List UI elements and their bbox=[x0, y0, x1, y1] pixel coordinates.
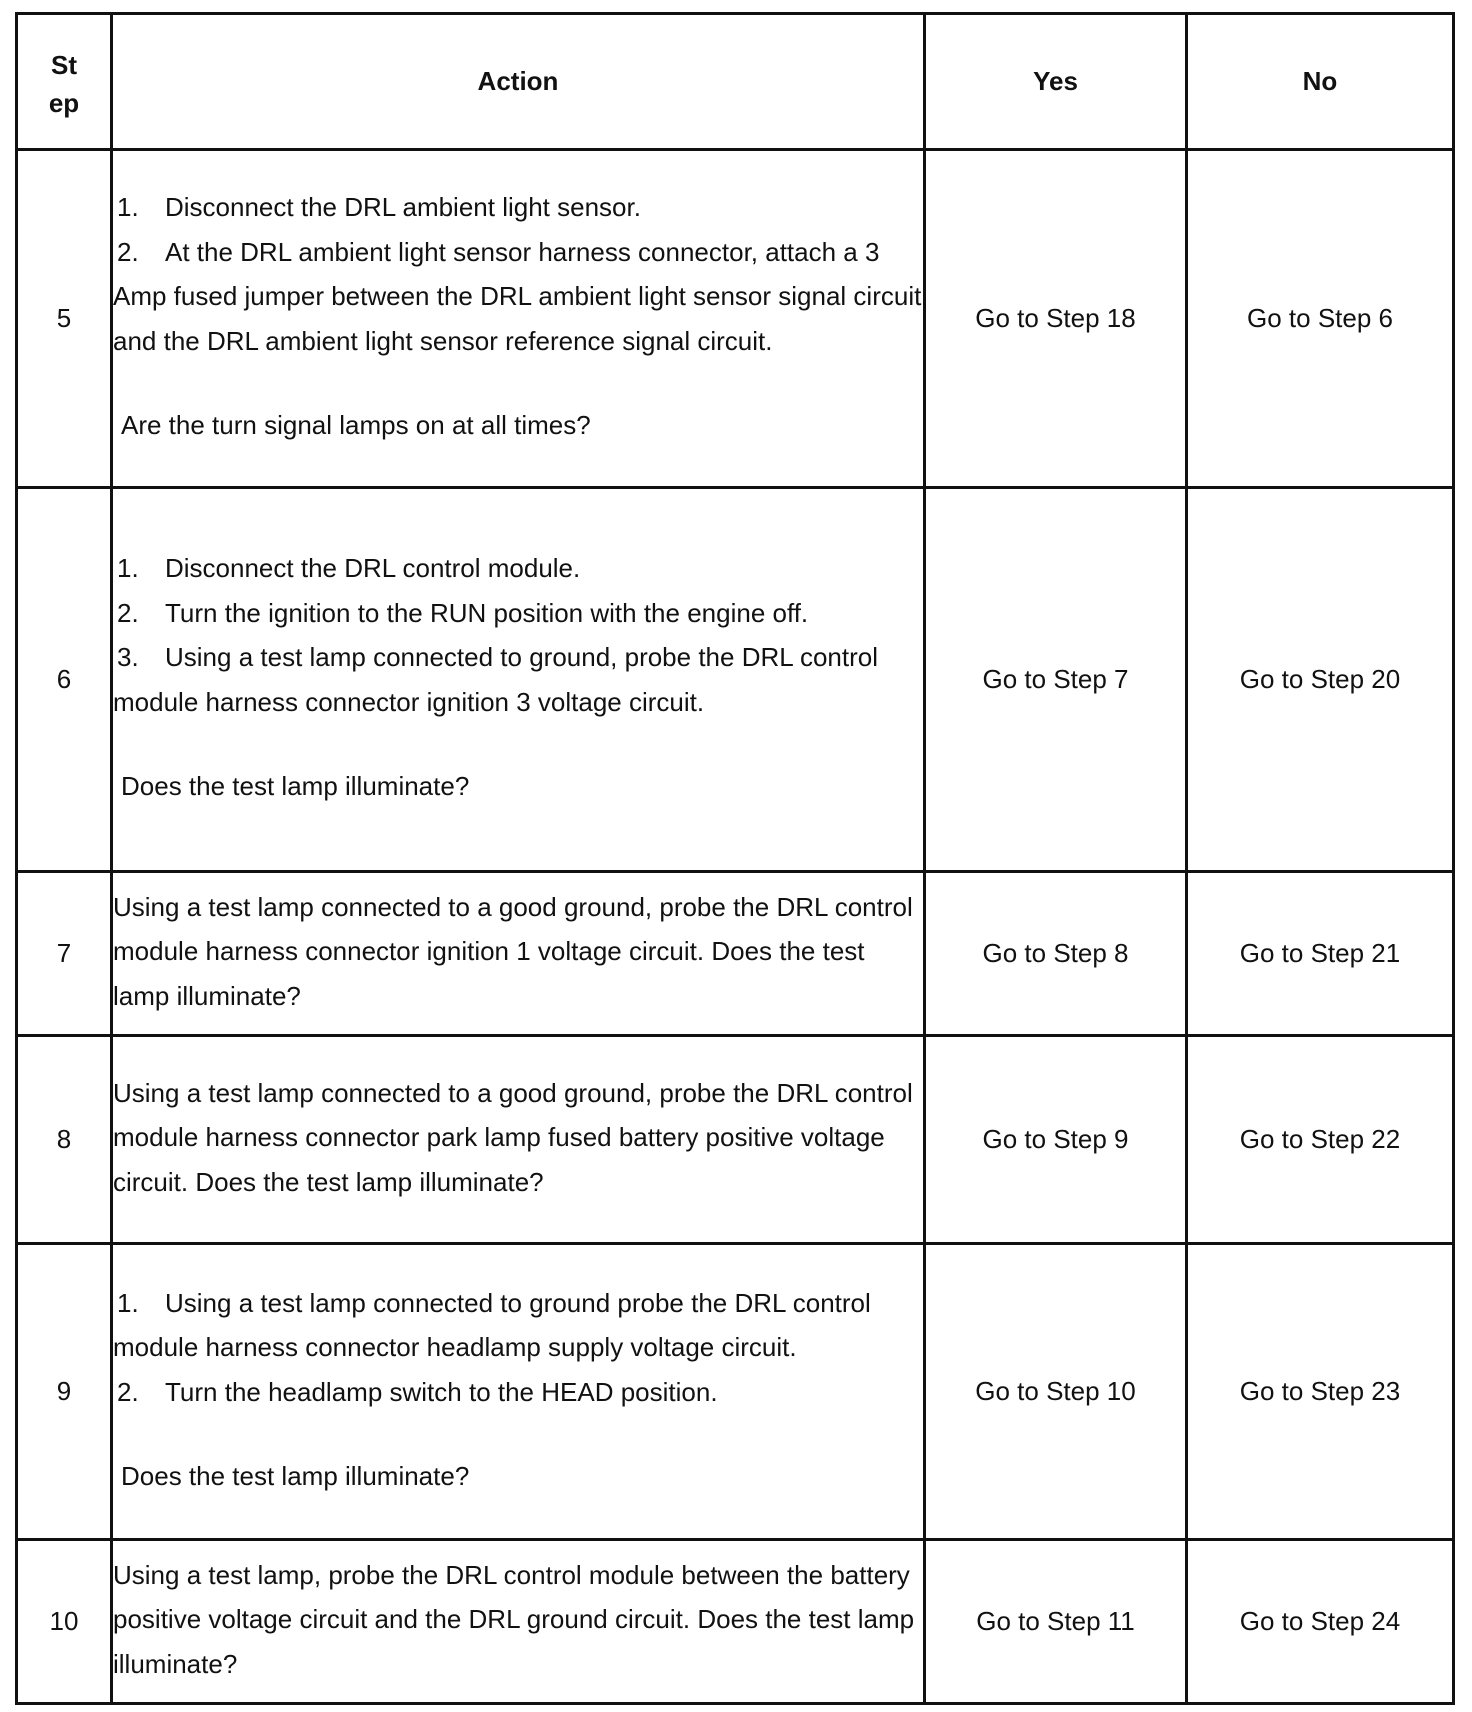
yes-result: Go to Step 7 bbox=[925, 488, 1187, 872]
diagnostic-table bbox=[15, 12, 1455, 1705]
action-cell bbox=[112, 1036, 925, 1244]
table-row bbox=[17, 1244, 1454, 1540]
step-header-line1: St bbox=[51, 49, 77, 80]
yes-result: Go to Step 8 bbox=[925, 872, 1187, 1036]
step-number: 5 bbox=[17, 150, 112, 488]
step-number: 7 bbox=[17, 872, 112, 1036]
action-text: Using a test lamp connected to a good ground, probe the DRL control module harness connector ignition 1 voltage circuit. Does the test lamp illuminate? bbox=[113, 891, 913, 1011]
action-text: Using a test lamp connected to a good ground, probe the DRL control module harness connector park lamp fused battery positive voltage circuit. Does the test lamp illuminate? bbox=[113, 1077, 913, 1197]
table-row bbox=[17, 1036, 1454, 1244]
step-number: 6 bbox=[17, 488, 112, 872]
action-cell bbox=[112, 872, 925, 1036]
action-item: 2. Turn the ignition to the RUN position with the engine off. bbox=[117, 597, 809, 628]
no-result: Go to Step 24 bbox=[1187, 1540, 1454, 1704]
action-cell bbox=[112, 1244, 925, 1540]
step-number: 8 bbox=[17, 1036, 112, 1244]
step-number: 9 bbox=[17, 1244, 112, 1540]
no-result: Go to Step 22 bbox=[1187, 1036, 1454, 1244]
action-item: 1. Using a test lamp connected to ground probe the DRL control module harness connector headlamp supply voltage circuit. bbox=[113, 1287, 871, 1362]
no-result: Go to Step 23 bbox=[1187, 1244, 1454, 1540]
table-row bbox=[17, 1540, 1454, 1704]
yes-result: Go to Step 11 bbox=[925, 1540, 1187, 1704]
action-question: Does the test lamp illuminate? bbox=[121, 1461, 470, 1491]
action-cell bbox=[112, 150, 925, 488]
action-header: Action bbox=[112, 14, 925, 150]
action-question: Are the turn signal lamps on at all times? bbox=[121, 410, 591, 441]
no-result: Go to Step 21 bbox=[1187, 872, 1454, 1036]
yes-result: Go to Step 9 bbox=[925, 1036, 1187, 1244]
yes-result: Go to Step 18 bbox=[925, 150, 1187, 488]
action-item: 3. Using a test lamp connected to ground, probe the DRL control module harness connector ignition 3 voltage circuit. bbox=[113, 642, 879, 717]
table-row bbox=[17, 150, 1454, 488]
yes-result: Go to Step 10 bbox=[925, 1244, 1187, 1540]
step-number: 10 bbox=[17, 1540, 112, 1704]
action-item: 1. Disconnect the DRL ambient light sensor. bbox=[117, 192, 641, 223]
table-row bbox=[17, 488, 1454, 872]
yes-header: Yes bbox=[925, 14, 1187, 150]
action-item: 2. Turn the headlamp switch to the HEAD position. bbox=[117, 1376, 718, 1407]
action-item: 2. At the DRL ambient light sensor harness connector, attach a 3 Amp fused jumper between the DRL ambient light sensor signal circuit and the DRL ambient light sensor reference signal circuit. bbox=[113, 236, 922, 356]
action-cell bbox=[112, 488, 925, 872]
step-header bbox=[17, 14, 112, 150]
header-row bbox=[17, 14, 1454, 150]
action-text: Using a test lamp, probe the DRL control module between the battery positive voltage circuit and the DRL ground circuit. Does the test lamp illuminate? bbox=[113, 1559, 915, 1679]
no-result: Go to Step 6 bbox=[1187, 150, 1454, 488]
no-result: Go to Step 20 bbox=[1187, 488, 1454, 872]
action-item: 1. Disconnect the DRL control module. bbox=[117, 553, 581, 584]
action-cell bbox=[112, 1540, 925, 1704]
action-question: Does the test lamp illuminate? bbox=[121, 771, 470, 802]
no-header: No bbox=[1187, 14, 1454, 150]
table-row bbox=[17, 872, 1454, 1036]
step-header-line2: ep bbox=[48, 87, 80, 118]
